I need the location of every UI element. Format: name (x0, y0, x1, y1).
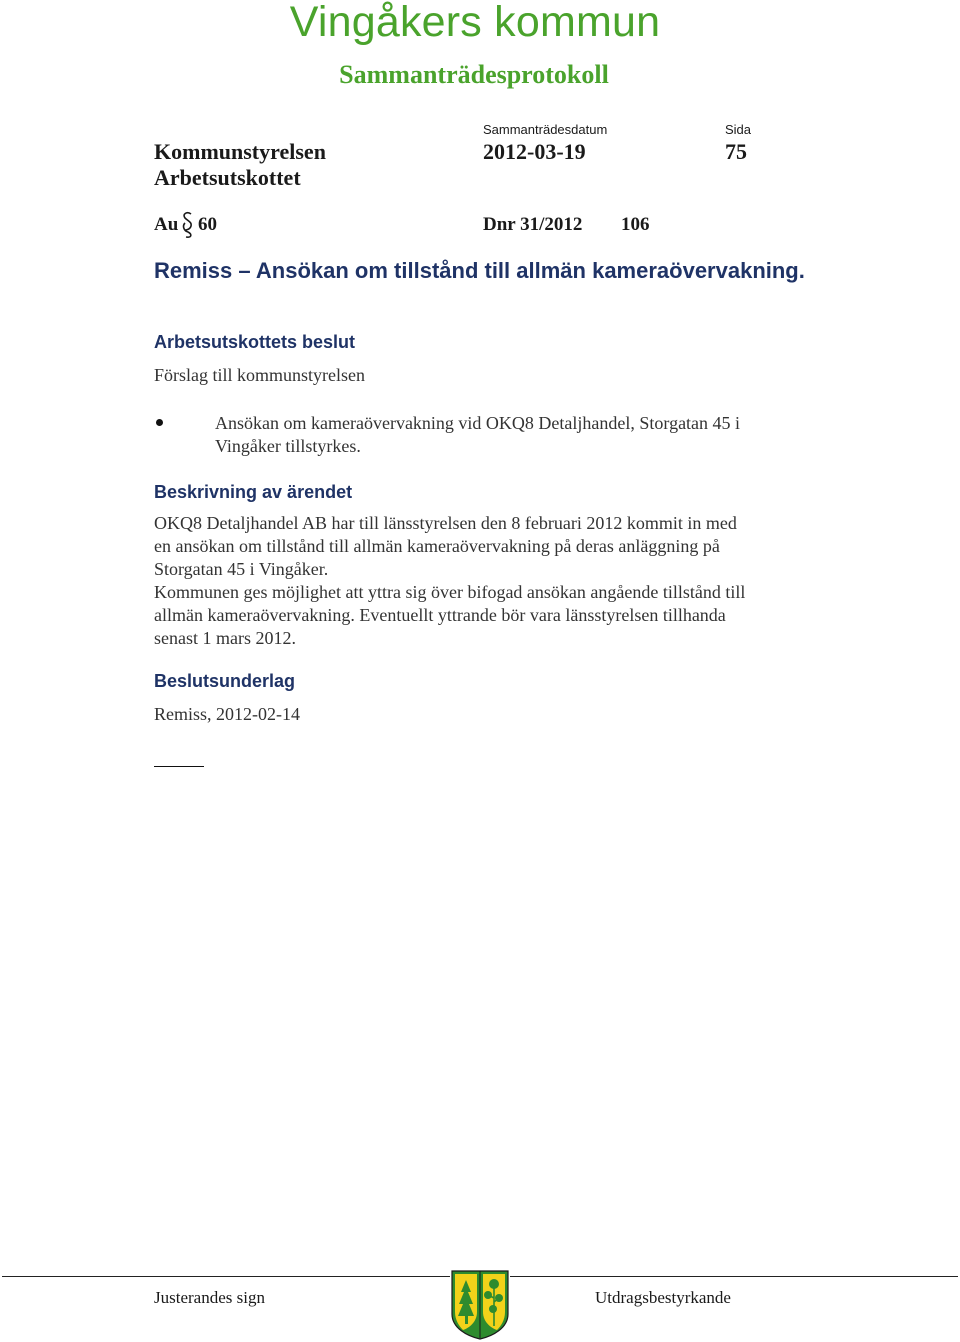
committee-name: Arbetsutskottet (154, 165, 301, 190)
bullet-line-2: Vingåker tillstyrkes. (215, 436, 361, 456)
description-p2-line-2: allmän kameraövervakning. Eventuellt yttrande bör vara länsstyrelsen tillhanda (154, 605, 726, 625)
certification-label: Utdragsbestyrkande (595, 1288, 731, 1307)
bullet-icon (156, 419, 163, 426)
decision-heading: Arbetsutskottets beslut (154, 332, 356, 352)
page-number: 75 (725, 139, 747, 164)
description-p2-line-1: Kommunen ges möjlighet att yttra sig över bifogad ansökan angående tillstånd till (154, 582, 746, 602)
proposal-text: Förslag till kommunstyrelsen (154, 365, 365, 385)
description-p1-line-2: en ansökan om tillstånd till allmän kameraövervakning på deras anläggning på (154, 536, 720, 556)
description-p2-line-3: senast 1 mars 2012. (154, 628, 296, 648)
basis-item: Remiss, 2012-02-14 (154, 704, 300, 724)
end-divider (154, 766, 204, 767)
dnr: Dnr 31/2012 (483, 214, 583, 235)
description-p1-line-3: Storgatan 45 i Vingåker. (154, 559, 329, 579)
bullet-line-1: Ansökan om kameraövervakning vid OKQ8 Detaljhandel, Storgatan 45 i (215, 413, 741, 433)
board-name: Kommunstyrelsen (154, 139, 326, 164)
paragraph-prefix: Au (154, 214, 179, 235)
case-title: Remiss – Ansökan om tillstånd till allmän kameraövervakning. (154, 258, 805, 283)
document-type: Sammanträdesprotokoll (339, 60, 609, 89)
paragraph-number: 60 (198, 214, 217, 235)
page-label: Sida (725, 122, 752, 137)
date-label: Sammanträdesdatum (483, 122, 608, 137)
municipal-crest-icon (449, 1268, 511, 1340)
section-sign-icon (181, 211, 195, 239)
basis-heading: Beslutsunderlag (154, 671, 296, 691)
org-name: Vingåkers kommun (289, 0, 661, 46)
description-p1-line-1: OKQ8 Detaljhandel AB har till länsstyrelsen den 8 februari 2012 kommit in med (154, 513, 737, 533)
description-heading: Beskrivning av ärendet (154, 482, 353, 502)
signature-label: Justerandes sign (154, 1288, 265, 1307)
case-code: 106 (621, 214, 650, 235)
meeting-date: 2012-03-19 (483, 139, 586, 164)
